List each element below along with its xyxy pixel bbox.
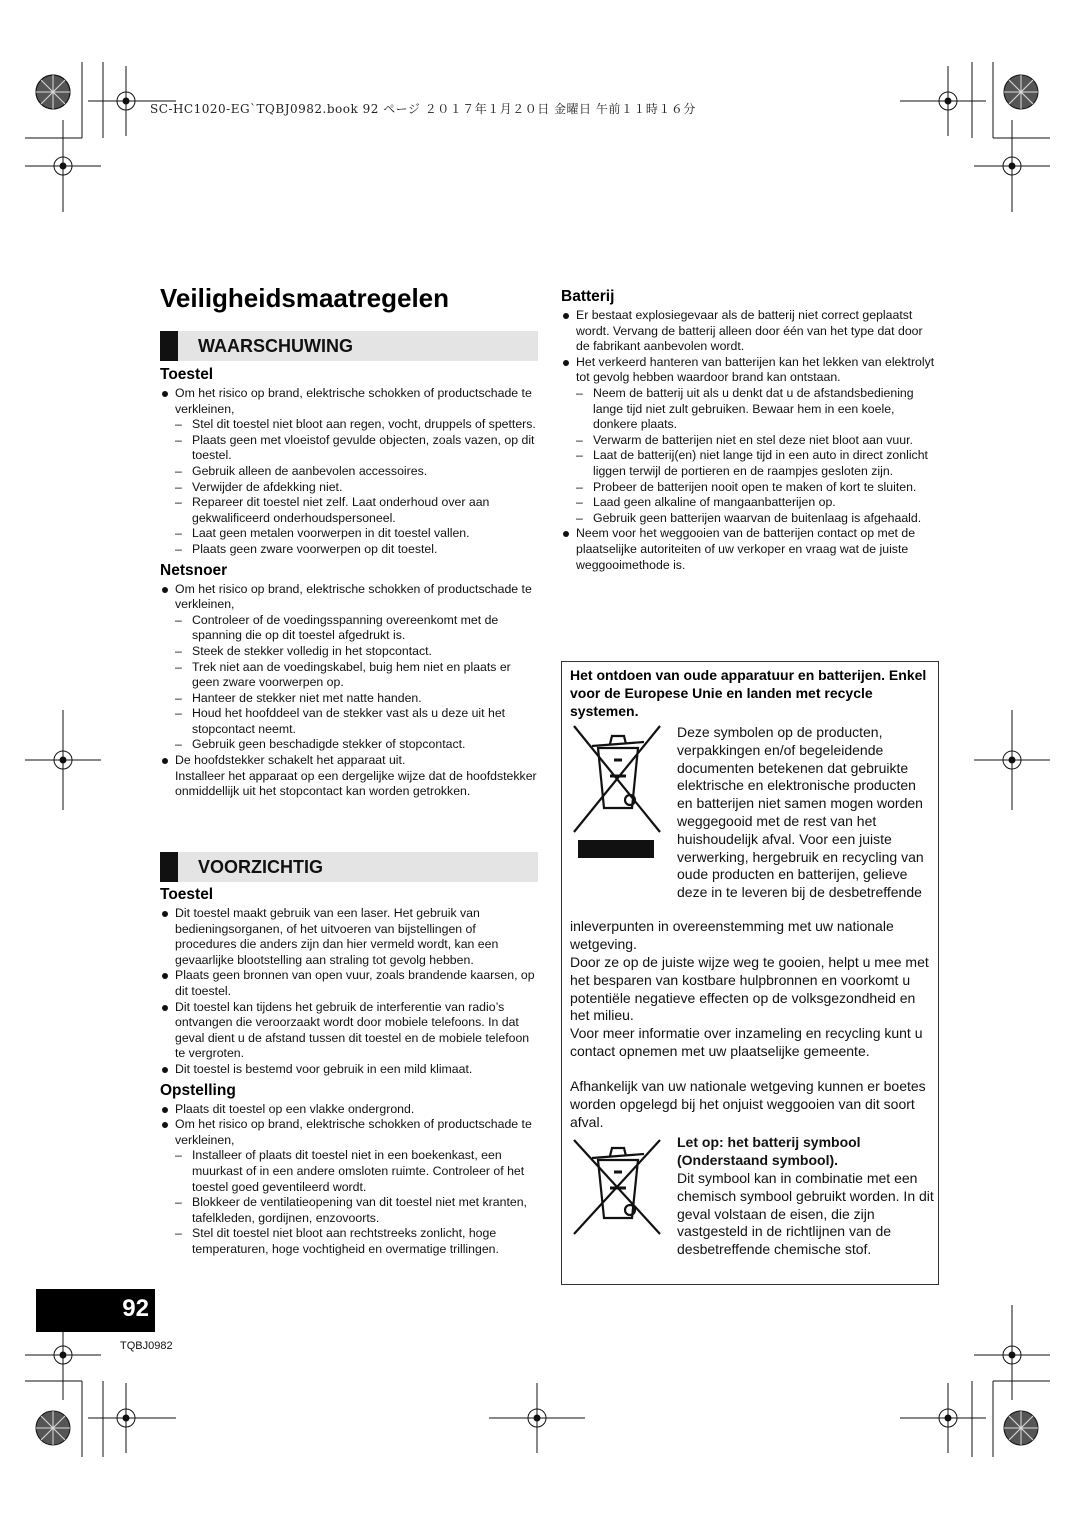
battery-symbol-heading: Let op: het batterij symbool (Onderstaand symbool). <box>677 1134 861 1168</box>
list-item: Dit toestel kan tijdens het gebruik de interferentie van radio’s ontvangen die veroorzaakt wordt door mobiele telefoons. In dat geval dient u de afstand tussen dit toestel en de mobiele telefoon te vergroten. <box>160 1000 538 1062</box>
registration-mark-icon <box>974 120 1050 212</box>
starburst-mark-icon <box>1004 75 1038 109</box>
list-item: – Neem de batterij uit als u denkt dat u de afstandsbediening lange tijd niet zult gebruiken. Bewaar hem in een koele, donkere plaats. <box>561 386 939 433</box>
list-item: – Plaats geen met vloeistof gevulde objecten, zoals vazen, op dit toestel. <box>160 433 538 464</box>
registration-mark-icon <box>974 710 1050 810</box>
list-item: Om het risico op brand, elektrische schokken of productschade te verkleinen, <box>160 1117 538 1148</box>
list-item: – Blokkeer de ventilatieopening van dit toestel niet met kranten, tafelkleden, gordijnen, enzovoorts. <box>160 1195 538 1226</box>
list-item: Er bestaat explosiegevaar als de batterij niet correct geplaatst wordt. Vervang de batterij alleen door één van het type dat door de fabrikant aanbevolen wordt. <box>561 308 939 355</box>
opstelling-heading: Opstelling <box>160 1081 236 1099</box>
print-header: SC-HC1020-EG`TQBJ0982.book 92 ページ ２０１７年１月２０日 金曜日 午前１１時１６分 <box>150 102 696 116</box>
warning-section <box>160 362 538 800</box>
list-item: – Gebruik alleen de aanbevolen accessoires. <box>160 464 538 480</box>
band-marker <box>160 331 178 361</box>
list-item: – Verwijder de afdekking niet. <box>160 480 538 496</box>
starburst-mark-icon <box>1004 1411 1038 1445</box>
list-item: – Steek de stekker volledig in het stopcontact. <box>160 644 538 660</box>
registration-mark-icon <box>974 1305 1050 1400</box>
disposal-text-side: Deze symbolen op de producten, verpakkingen en/of begeleidende documenten betekenen dat gebruikte elektrische en elektronische producten en batterijen niet samen mogen worden weggegooid met de rest van het huishoudelijk afval. Voor een juiste verwerking, hergebruik en recycling van oude producten en batterijen, gelieve deze in te leveren bij de desbetreffende <box>677 724 924 901</box>
band-marker <box>160 852 178 882</box>
list-item: – Laat geen metalen voorwerpen in dit toestel vallen. <box>160 526 538 542</box>
crossed-bin-icon <box>570 1138 666 1238</box>
list-item: Om het risico op brand, elektrische schokken of productschade te verkleinen, <box>160 582 538 613</box>
disposal-box <box>561 661 939 1285</box>
disposal-heading: Het ontdoen van oude apparatuur en batterijen. Enkel voor de Europese Unie en landen met recycle systemen. <box>570 667 927 719</box>
list-item: – Repareer dit toestel niet zelf. Laat onderhoud over aan gekwalificeerd onderhoudspersoneel. <box>160 495 538 526</box>
list-item: – Verwarm de batterijen niet en stel deze niet bloot aan vuur. <box>561 433 939 449</box>
caution-section <box>160 882 538 1257</box>
list-item: Dit toestel is bestemd voor gebruik in een mild klimaat. <box>160 1062 538 1078</box>
list-item: – Plaats geen zware voorwerpen op dit toestel. <box>160 542 538 558</box>
warning-toestel-heading: Toestel <box>160 366 214 383</box>
caution-label: VOORZICHTIG <box>198 857 323 877</box>
starburst-mark-icon <box>36 1411 70 1445</box>
list-item: – Stel dit toestel niet bloot aan rechtstreeks zonlicht, hoge temperaturen, hoge vochtigheid en overmatige trillingen. <box>160 1226 538 1257</box>
battery-section <box>561 284 939 573</box>
list-item: – Trek niet aan de voedingskabel, buig hem niet en plaats er geen zware voorwerpen op. <box>160 660 538 691</box>
list-item: – Probeer de batterijen nooit open te maken of kort te sluiten. <box>561 480 939 496</box>
list-item: – Laad geen alkaline of mangaanbatterijen op. <box>561 495 939 511</box>
list-item: – Hanteer de stekker niet met natte handen. <box>160 691 538 707</box>
disposal-text-2: Door ze op de juiste wijze weg te gooien, helpt u mee met het besparen van kostbare hulpbronnen en voorkomt u potentiële negatieve effecten op de volksgezondheid en het milieu. <box>570 954 929 1024</box>
list-item: De hoofdstekker schakelt het apparaat uit. <box>160 753 538 769</box>
document-code: TQBJ0982 <box>120 1340 173 1352</box>
starburst-mark-icon <box>36 75 70 109</box>
list-item: Dit toestel maakt gebruik van een laser. Het gebruik van bedieningsorganen, of het uitvoeren van bijstellingen of procedures die anders zijn dan hier vermeld wordt, kan een gevaarlijke blootstelling aan straling tot gevolg hebben. <box>160 906 538 968</box>
list-item: – Installeer of plaats dit toestel niet in een boekenkast, een muurkast of in een andere omsloten ruimte. Controleer of het toestel goed geventileerd wordt. <box>160 1148 538 1195</box>
warning-band <box>160 331 538 361</box>
registration-mark-icon <box>900 66 986 136</box>
disposal-text-4: Afhankelijk van uw nationale wetgeving kunnen er boetes worden opgelegd bij het onjuist weggooien van dit soort afval. <box>570 1078 926 1130</box>
registration-mark-icon <box>25 710 101 810</box>
disposal-text-1: inleverpunten in overeenstemming met uw nationale wetgeving. <box>570 918 894 952</box>
page-number-tab <box>36 1289 155 1332</box>
list-item: – Stel dit toestel niet bloot aan regen, vocht, druppels of spetters. <box>160 417 538 433</box>
page-number: 92 <box>122 1295 149 1322</box>
list-item: Plaats dit toestel op een vlakke ondergrond. <box>160 1102 538 1118</box>
list-item: – Gebruik geen beschadigde stekker of stopcontact. <box>160 737 538 753</box>
list-item: – Houd het hoofddeel van de stekker vast als u deze uit het stopcontact neemt. <box>160 706 538 737</box>
list-item: Neem voor het weggooien van de batterijen contact op met de plaatselijke autoriteiten of uw verkoper en vraag wat de juiste weggooimethode is. <box>561 526 939 573</box>
warning-label: WAARSCHUWING <box>198 336 353 356</box>
netsnoer-heading: Netsnoer <box>160 561 228 579</box>
battery-symbol-text: Dit symbool kan in combinatie met een chemisch symbool gebruikt worden. In dit geval volstaan de eisen, die zijn vastgesteld in de richtlijnen van de desbetreffende chemische stof. <box>677 1170 934 1258</box>
list-item: – Gebruik geen batterijen waarvan de buitenlaag is afgehaald. <box>561 511 939 527</box>
registration-mark-icon <box>25 120 101 212</box>
registration-mark-icon <box>88 1383 176 1453</box>
registration-mark-icon <box>900 1383 986 1453</box>
list-item: – Laat de batterij(en) niet lange tijd in een auto in direct zonlicht liggen terwijl de portieren en de raampjes gesloten zijn. <box>561 448 939 479</box>
list-item: Het verkeerd hanteren van batterijen kan het lekken van elektrolyt tot gevolg hebben waardoor brand kan ontstaan. <box>561 355 939 386</box>
page-title: Veiligheidsmaatregelen <box>160 283 450 313</box>
list-item: – Controleer of de voedingsspanning overeenkomt met de spanning die op dit toestel afgedrukt is. <box>160 613 538 644</box>
caution-toestel-heading: Toestel <box>160 886 214 903</box>
caution-band <box>160 852 538 882</box>
list-item-continuation: Installeer het apparaat op een dergelijke wijze dat de hoofdstekker onmiddellijk uit het stopcontact kan worden getrokken. <box>175 768 537 799</box>
crossed-bin-icon <box>570 724 666 860</box>
list-item: Om het risico op brand, elektrische schokken of productschade te verkleinen, <box>160 386 538 417</box>
registration-mark-icon <box>25 1320 101 1400</box>
disposal-text-3: Voor meer informatie over inzameling en recycling kunt u contact opnemen met uw plaatselijke gemeente. <box>570 1025 923 1059</box>
registration-mark-icon <box>489 1383 585 1453</box>
list-item: Plaats geen bronnen van open vuur, zoals brandende kaarsen, op dit toestel. <box>160 968 538 999</box>
batterij-heading: Batterij <box>561 288 615 305</box>
